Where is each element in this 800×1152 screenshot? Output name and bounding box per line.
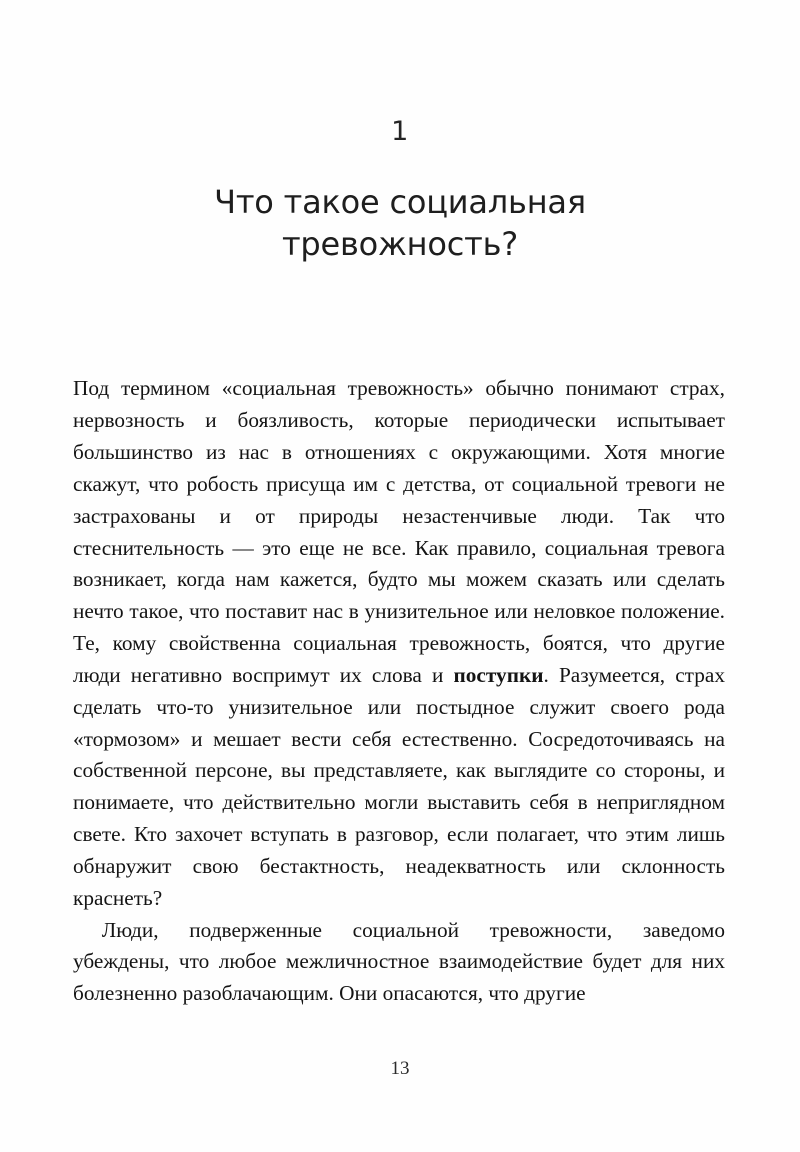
text-run: Под термином «социальная тревожность» обычно понимают страх, нервозность и боязливость, которые периодически испытывает большинство из нас в отношениях с окружающими. Хотя многие скажут, что робость присуща им с детства, от социальной тревоги не застрахованы и от природы незастенчивые люди. Так что стеснительность — это еще не все. Как правило, социальная тревога возникает, когда нам кажется, будто мы можем сказать или сделать нечто такое, что поставит нас в унизительное или неловкое положение. Те, кому свойственна социальная тревожность, боятся, что другие люди негативно воспримут их слова и xyxy=(73,376,725,687)
body-text xyxy=(73,373,725,1010)
text-run: Люди, подверженные социальной тревожности, заведомо убеждены, что любое межличностное взаимодействие будет для них болезненно разоблачающим. Они опасаются, что другие xyxy=(73,917,725,1006)
emphasis-text: поступки xyxy=(453,662,544,687)
chapter-header xyxy=(0,118,800,265)
paragraph xyxy=(73,915,725,1010)
text-run: . Разумеется, страх сделать что-то унизительное или постыдное служит своего рода «тормозом» и мешает вести себя естественно. Сосредоточиваясь на собственной персоне, вы представляете, как выглядите со стороны, и понимаете, что действительно могли выставить себя в неприглядном свете. Кто захочет вступать в разговор, если полагает, что этим лишь обнаружит свою бестактность, неадекватность или склонность краснеть? xyxy=(73,662,725,910)
page-number: 13 xyxy=(390,1058,410,1079)
chapter-title: Что такое социальная тревожность? xyxy=(214,183,586,264)
paragraph xyxy=(73,373,725,914)
chapter-number: 1 xyxy=(391,116,409,147)
